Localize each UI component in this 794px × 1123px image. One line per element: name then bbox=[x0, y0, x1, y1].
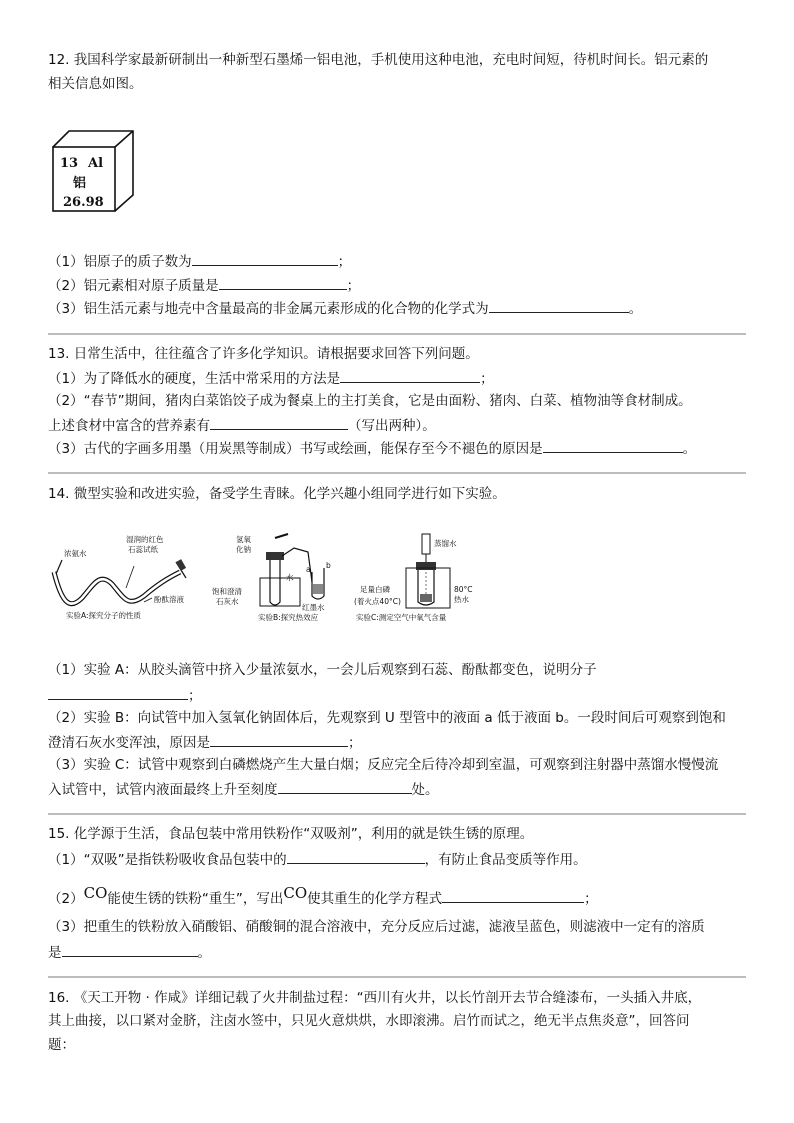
fig-a-label: 石蕊试纸 bbox=[128, 545, 158, 554]
section-divider bbox=[48, 813, 746, 815]
answer-blank[interactable] bbox=[340, 368, 480, 383]
q13-stem: 13. 日常生活中，往往蕴含了许多化学知识。请根据要求回答下列问题。 bbox=[48, 346, 479, 362]
fig-b-label: b bbox=[326, 561, 331, 570]
answer-blank[interactable] bbox=[48, 685, 188, 700]
q15-part1: （1）“双吸”是指铁粉吸收食品包装中的 ，有防止食品变质等作用。 bbox=[48, 849, 587, 869]
experiment-a-figure bbox=[54, 534, 186, 620]
aluminum-element-card bbox=[50, 127, 140, 215]
fig-c-label: 蒸馏水 bbox=[434, 539, 457, 548]
q16-line2: 其上曲接，以口紧对金脐，注卤水签中，只见火意烘烘，水即滚沸。启竹而试之，绝无半点焦炎意”，回答问 bbox=[48, 1013, 690, 1029]
answer-blank[interactable] bbox=[287, 849, 425, 864]
answer-blank[interactable] bbox=[543, 438, 683, 453]
q12-part1: （1）铝原子的质子数为 ； bbox=[48, 251, 351, 271]
answer-blank[interactable] bbox=[278, 779, 412, 794]
q15-part2: （2）CO能使生锈的铁粉“重生”，写出CO使其重生的化学方程式 ； bbox=[48, 884, 598, 907]
element-symbol: Al bbox=[88, 156, 104, 171]
element-name: 铝 bbox=[73, 176, 87, 191]
q12-part2: （2）铝元素相对原子质量是 ； bbox=[48, 275, 360, 295]
fig-a-label: 湿润的红色 bbox=[126, 535, 164, 544]
q12-stem-line1: 12. 我国科学家最新研制出一种新型石墨烯一铝电池，手机使用这种电池，充电时间短，待机时间长。铝元素的 bbox=[48, 52, 709, 68]
experiment-b-figure bbox=[212, 534, 331, 622]
q12-stem-line2: 相关信息如图。 bbox=[48, 76, 143, 92]
q16-line1: 16. 《天工开物 · 作咸》详细记载了火井制盐过程：“西川有火井，以长竹剖开去节合缝漆布，一头插入井底， bbox=[48, 990, 702, 1006]
answer-blank[interactable] bbox=[489, 298, 629, 313]
q15-part3-line2: 是 。 bbox=[48, 942, 211, 962]
q13-part1: （1）为了降低水的硬度，生活中常采用的方法是 ； bbox=[48, 368, 494, 388]
fig-b-label: 红墨水 bbox=[302, 603, 325, 612]
fig-c-label: 热水 bbox=[454, 595, 469, 604]
q14-part2-line2: 澄清石灰水变浑浊，原因是 ； bbox=[48, 732, 362, 752]
answer-blank[interactable] bbox=[210, 732, 348, 747]
fig-b-label: 氢氧 bbox=[236, 535, 251, 544]
answer-blank[interactable] bbox=[62, 942, 198, 957]
fig-b-label: 石灰水 bbox=[216, 597, 239, 606]
fig-b-label: 饱和澄清 bbox=[212, 587, 242, 596]
q12-part3: （3）铝生活元素与地壳中含量最高的非金属元素形成的化合物的化学式为 。 bbox=[48, 298, 642, 318]
experiment-c-figure bbox=[354, 534, 473, 622]
answer-blank[interactable] bbox=[210, 415, 348, 430]
fig-b-label: 水 bbox=[286, 573, 294, 582]
q13-part3: （3）古代的字画多用墨（用炭黑等制成）书写或绘画，能保存至今不褪色的原因是 。 bbox=[48, 438, 696, 458]
answer-blank[interactable] bbox=[219, 275, 347, 290]
fig-b-caption: 实验B:探究热效应 bbox=[258, 613, 319, 622]
fig-c-label: 80°C bbox=[454, 585, 473, 594]
q15-stem: 15. 化学源于生活，食品包装中常用铁粉作“双吸剂”，利用的就是铁生锈的原理。 bbox=[48, 826, 534, 842]
fig-a-label: 浓氨水 bbox=[64, 549, 87, 558]
fig-c-label: 足量白磷 bbox=[360, 585, 390, 594]
fig-b-label: a bbox=[306, 565, 311, 574]
q14-part3-line2: 入试管中，试管内液面最终上升至刻度 处。 bbox=[48, 779, 439, 799]
q14-stem: 14. 微型实验和改进实验，备受学生青睐。化学兴趣小组同学进行如下实验。 bbox=[48, 486, 506, 502]
fig-a-label: 酚酞溶液 bbox=[154, 595, 184, 604]
fig-a-caption: 实验A:探究分子的性质 bbox=[66, 611, 142, 620]
q14-part1-line2: ； bbox=[48, 685, 202, 705]
q15-part3-line1: （3）把重生的铁粉放入硝酸铝、硝酸铜的混合溶液中，充分反应后过滤，滤液呈蓝色，则滤液中一定有的溶质 bbox=[48, 919, 705, 935]
section-divider bbox=[48, 976, 746, 978]
element-mass: 26.98 bbox=[63, 195, 104, 210]
experiment-figures bbox=[48, 532, 478, 628]
q14-part2-line1: （2）实验 B：向试管中加入氢氧化钠固体后，先观察到 U 型管中的液面 a 低于液面 b。一段时间后可观察到饱和 bbox=[48, 710, 726, 726]
co-formula: CO bbox=[283, 884, 308, 902]
section-divider bbox=[48, 333, 746, 335]
q13-part2-line2: 上述食材中富含的营养素有 （写出两种）。 bbox=[48, 415, 436, 435]
q16-line3: 题： bbox=[48, 1037, 75, 1053]
section-divider bbox=[48, 472, 746, 474]
fig-b-label: 化钠 bbox=[236, 545, 251, 554]
co-formula: CO bbox=[83, 884, 108, 902]
q14-part3-line1: （3）实验 C：试管中观察到白磷燃烧产生大量白烟；反应完全后待冷却到室温，可观察到注射器中蒸馏水慢慢流 bbox=[48, 757, 719, 773]
element-number: 13 bbox=[60, 156, 79, 171]
answer-blank[interactable] bbox=[442, 888, 584, 903]
q13-part2-line1: （2）“春节”期间，猪肉白菜馅饺子成为餐桌上的主打美食，它是由面粉、猪肉、白菜、植物油等食材制成。 bbox=[48, 393, 692, 409]
fig-c-caption: 实验C:测定空气中氧气含量 bbox=[356, 613, 447, 622]
q14-part1-line1: （1）实验 A：从胶头滴管中挤入少量浓氨水，一会儿后观察到石蕊、酚酞都变色，说明分子 bbox=[48, 662, 597, 678]
fig-c-label: (着火点40°C) bbox=[354, 597, 401, 606]
answer-blank[interactable] bbox=[192, 251, 338, 266]
